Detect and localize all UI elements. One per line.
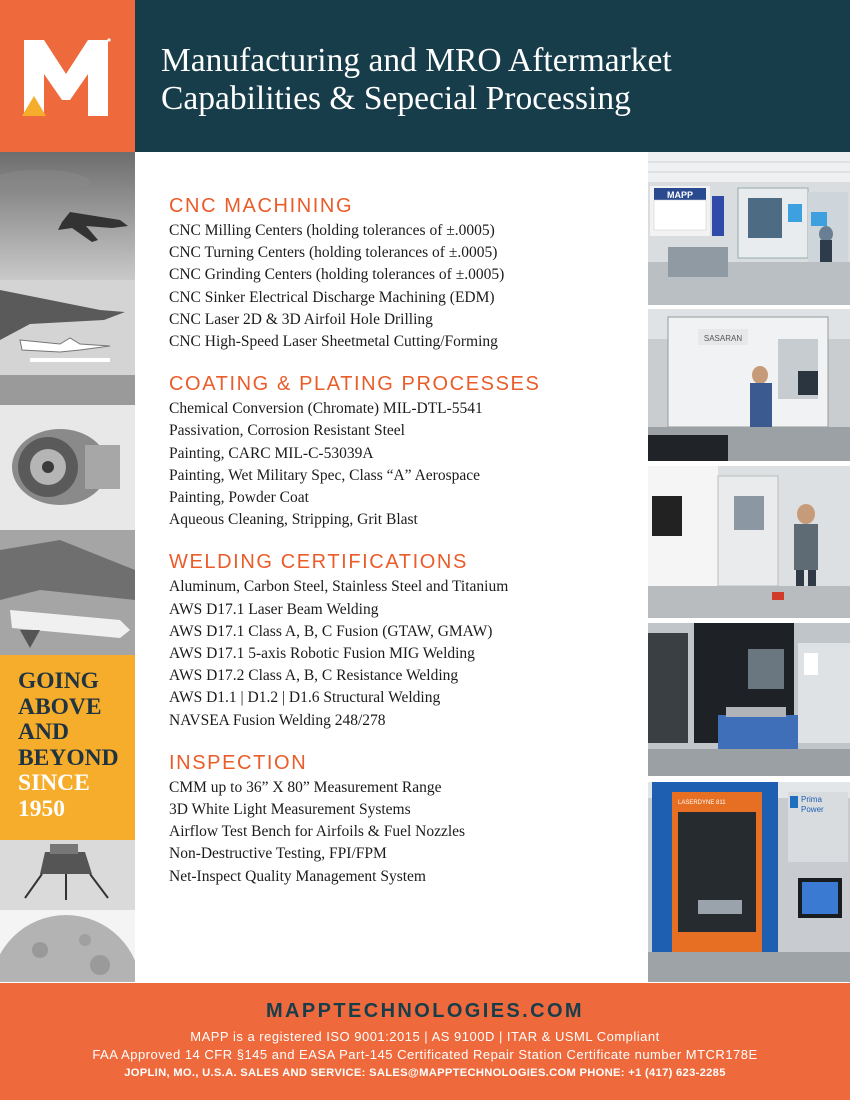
slogan-line-5: SINCE xyxy=(18,770,90,797)
list-item: AWS D17.1 Laser Beam Welding xyxy=(169,600,379,618)
shop-floor-photo xyxy=(648,152,850,305)
list-item: Aluminum, Carbon Steel, Stainless Steel and Titanium xyxy=(169,578,509,596)
section-title: CNC MACHINING xyxy=(169,195,354,217)
section-title: INSPECTION xyxy=(169,751,308,774)
prima-label-1: Prima xyxy=(801,795,822,804)
list-item: CNC High-Speed Laser Sheetmetal Cutting/Forming xyxy=(169,333,498,351)
section-inspection xyxy=(169,750,639,888)
list-item: Painting, Wet Military Spec, Class “A” Aerospace xyxy=(169,466,480,484)
military-jet-photo xyxy=(0,530,135,655)
left-image-strip xyxy=(0,152,135,982)
turning-center-photo xyxy=(648,466,850,618)
lunar-lander-photo xyxy=(0,840,135,910)
slogan-line-1: GOING xyxy=(18,668,99,694)
mapp-m-logo-icon xyxy=(20,36,112,118)
slogan-line-6: 1950 xyxy=(18,795,65,822)
list-item: AWS D1.1 | D1.2 | D1.6 Structural Welding xyxy=(169,689,441,707)
list-item: Net-Inspect Quality Management System xyxy=(169,867,426,885)
fighter-jet-photo xyxy=(0,152,135,280)
section-title: COATING & PLATING PROCESSES xyxy=(169,373,541,396)
title-line-1: Manufacturing and MRO Aftermarket xyxy=(161,42,672,79)
list-item: Airflow Test Bench for Airfoils & Fuel Nozzles xyxy=(169,823,466,841)
edm-machine-photo xyxy=(648,623,850,776)
contact-info: JOPLIN, MO., U.S.A. SALES AND SERVICE: SALES@MAPPTECHNOLOGIES.COM PHONE: +1 (417) 623-2285 xyxy=(124,1067,726,1079)
slogan-line-4: BEYOND xyxy=(18,744,119,771)
list-item: Passivation, Corrosion Resistant Steel xyxy=(169,422,405,440)
moon-photo xyxy=(0,910,135,982)
right-photo-strip xyxy=(648,152,850,982)
certification-text: MAPP is a registered ISO 9001:2015 | AS 9100D | ITAR & USML Compliant xyxy=(190,1029,660,1044)
slogan-box xyxy=(0,655,135,840)
list-item: Painting, Powder Coat xyxy=(169,489,309,507)
list-item: NAVSEA Fusion Welding 248/278 xyxy=(169,711,386,729)
laser-cutting-machine-photo xyxy=(648,782,850,982)
header-banner xyxy=(135,0,850,152)
machining-center-photo xyxy=(648,309,850,461)
slogan-line-2: ABOVE xyxy=(18,693,102,720)
list-item: CNC Sinker Electrical Discharge Machining (EDM) xyxy=(169,288,495,306)
section-cnc-machining xyxy=(169,193,639,353)
list-item: AWS D17.1 5-axis Robotic Fusion MIG Welding xyxy=(169,645,475,663)
section-welding-certifications xyxy=(169,549,639,731)
mapp-banner-text: MAPP xyxy=(666,190,694,200)
footer xyxy=(0,983,850,1100)
slogan-text xyxy=(18,669,119,823)
list-item: CNC Milling Centers (holding tolerances of ±.0005) xyxy=(169,222,495,239)
prima-label-2: Power xyxy=(801,805,824,814)
section-coating-plating xyxy=(169,371,639,531)
list-item: CNC Grinding Centers (holding tolerances of ±.0005) xyxy=(169,266,505,284)
slogan-line-3: AND xyxy=(18,719,69,746)
list-item: Chemical Conversion (Chromate) MIL-DTL-5541 xyxy=(169,400,483,418)
list-item: CMM up to 36” X 80” Measurement Range xyxy=(169,778,442,796)
list-item: Non-Destructive Testing, FPI/FPM xyxy=(169,845,387,863)
list-item: CNC Turning Centers (holding tolerances of ±.0005) xyxy=(169,244,498,262)
jet-engine-photo xyxy=(0,405,135,530)
laserdyne-label: LASERDYNE 811 xyxy=(678,800,726,806)
list-item: Aqueous Cleaning, Stripping, Grit Blast xyxy=(169,511,418,529)
section-title: WELDING CERTIFICATIONS xyxy=(169,551,468,574)
list-item: 3D White Light Measurement Systems xyxy=(169,801,411,819)
airliner-photo xyxy=(0,280,135,405)
page-title xyxy=(161,42,672,118)
list-item: CNC Laser 2D & 3D Airfoil Hole Drilling xyxy=(169,310,433,328)
sasaran-label: SASARAN xyxy=(703,334,743,343)
title-line-2: Capabilities & Sepecial Processing xyxy=(161,80,631,117)
logo xyxy=(0,0,135,152)
capabilities-content xyxy=(169,193,639,906)
list-item: Painting, CARC MIL-C-53039A xyxy=(169,444,374,462)
faa-approval-text: FAA Approved 14 CFR §145 and EASA Part-145 Certificated Repair Station Certificate number MTCR178E xyxy=(92,1046,758,1062)
list-item: AWS D17.1 Class A, B, C Fusion (GTAW, GMAW) xyxy=(169,622,493,640)
website-link[interactable]: MAPPTECHNOLOGIES.COM xyxy=(265,1000,584,1022)
list-item: AWS D17.2 Class A, B, C Resistance Welding xyxy=(169,667,459,685)
